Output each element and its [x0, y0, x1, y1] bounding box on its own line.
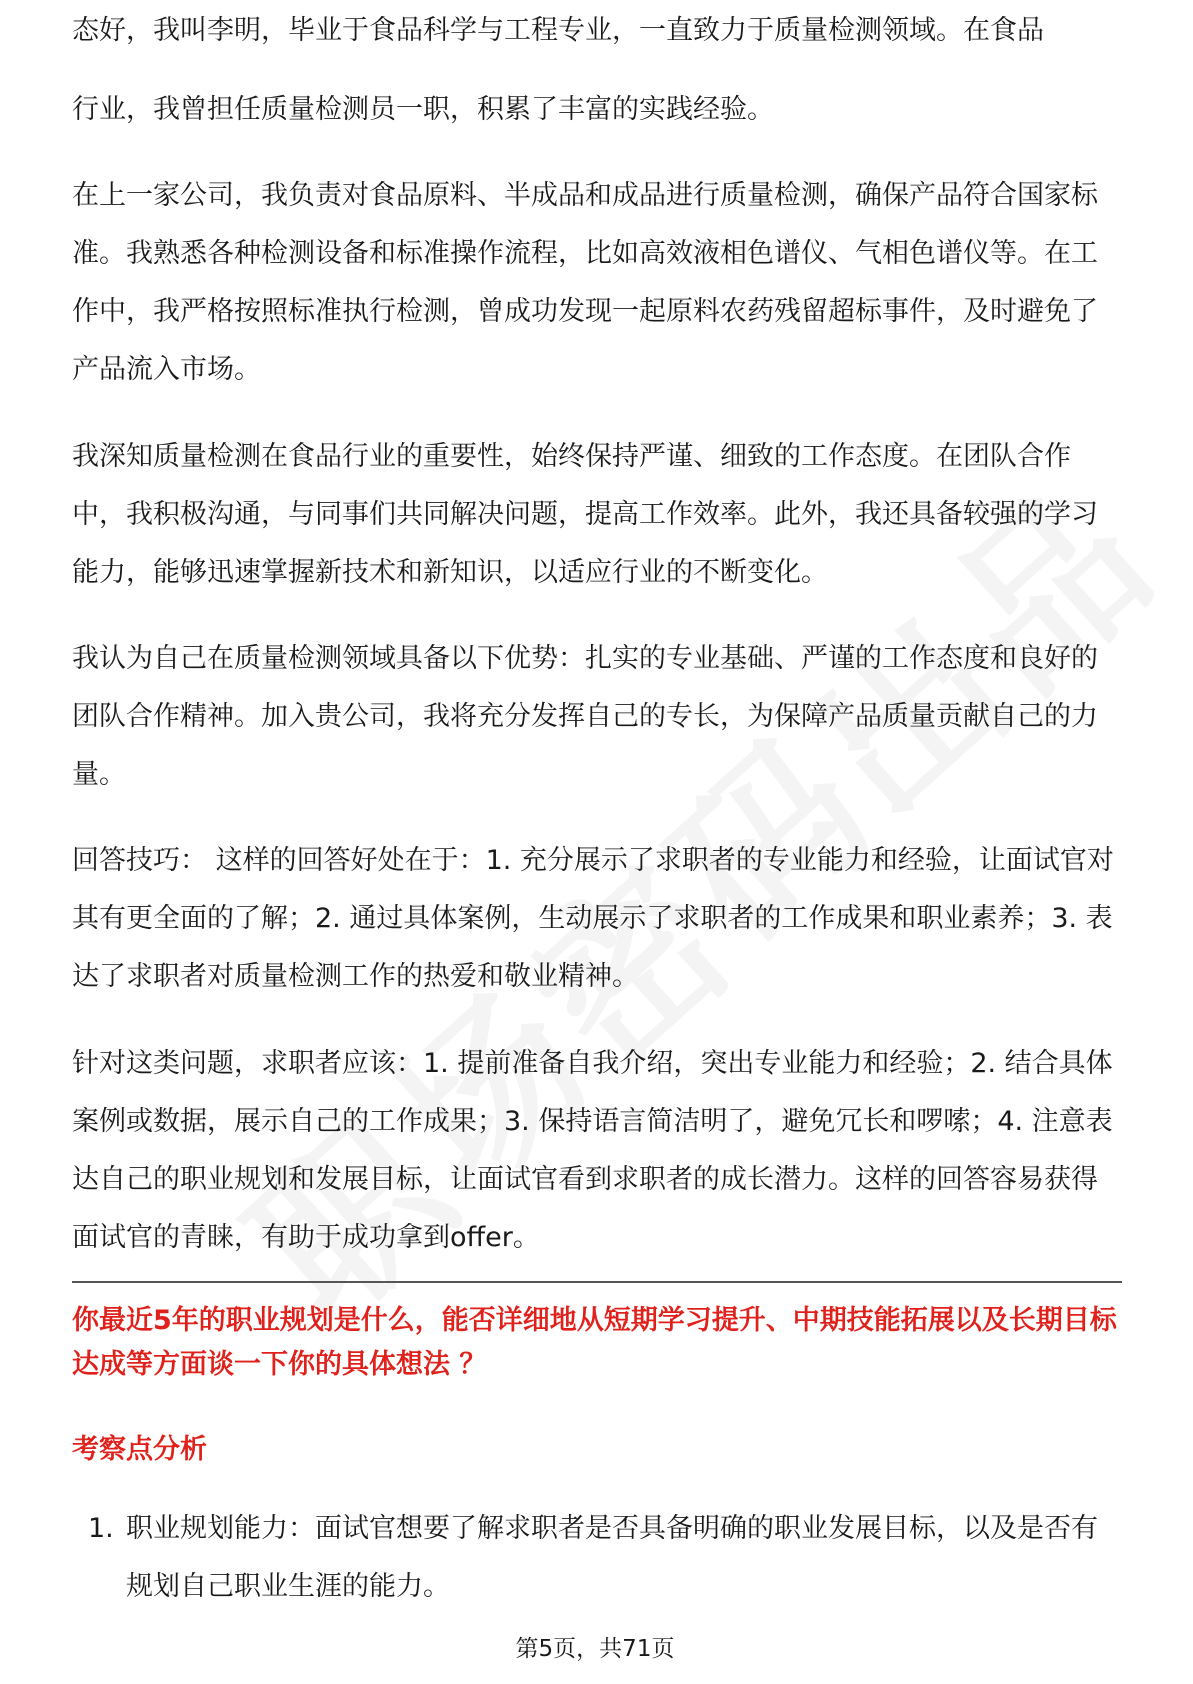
- paragraph: 我深知质量检测在食品行业的重要性，始终保持严谨、细致的工作态度。在团队合作中，我积极沟通，与同事们共同解决问题，提高工作效率。此外，我还具备较强的学习能力，能够迅速掌握新技术和新知识，以适应行业的不断变化。: [72, 441, 1098, 588]
- analysis-heading: 考察点分析: [72, 1434, 207, 1465]
- answer-tips-paragraph: 回答技巧： 这样的回答好处在于：1. 充分展示了求职者的专业能力和经验，让面试官对其有更全面的了解；2. 通过具体案例，生动展示了求职者的工作成果和职业素养；3. 表达了求职者对质量检测工作的热爱和敬业精神。: [72, 845, 1114, 992]
- advice-paragraph: 针对这类问题，求职者应该：1. 提前准备自我介绍，突出专业能力和经验；2. 结合具体案例或数据，展示自己的工作成果；3. 保持语言简洁明了，避免冗长和啰嗦；4. 注意表达自己的职业规划和发展目标，让面试官看到求职者的成长潜力。这样的回答容易获得面试官的青睐，有助于成功拿到offer。: [72, 1048, 1113, 1253]
- page-footer: 第5页，共71页: [515, 1636, 675, 1662]
- document-page: [72, 0, 1122, 1684]
- list-item-number: 1.: [88, 1513, 114, 1544]
- interview-question: 你最近5年的职业规划是什么，能否详细地从短期学习提升、中期技能拓展以及长期目标达成等方面谈一下你的具体想法 ？: [72, 1305, 1117, 1380]
- paragraph: 行业，我曾担任质量检测员一职，积累了丰富的实践经验。: [72, 94, 774, 125]
- paragraph: 我认为自己在质量检测领域具备以下优势：扎实的专业基础、严谨的工作态度和良好的团队合作精神。加入贵公司，我将充分发挥自己的专长，为保障产品质量贡献自己的力量。: [72, 643, 1098, 790]
- paragraph: 在上一家公司，我负责对食品原料、半成品和成品进行质量检测，确保产品符合国家标准。我熟悉各种检测设备和标准操作流程，比如高效液相色谱仪、气相色谱仪等。在工作中，我严格按照标准执行检测，曾成功发现一起原料农药残留超标事件，及时避免了产品流入市场。: [72, 180, 1098, 385]
- cut-off-top-line: [72, 15, 1122, 60]
- cut-off-text: 态好，我叫李明，毕业于食品科学与工程专业，一直致力于质量检测领域。在食品: [72, 15, 1044, 46]
- section-divider: [72, 1281, 1122, 1283]
- list-item-text: 职业规划能力：面试官想要了解求职者是否具备明确的职业发展目标，以及是否有规划自己职业生涯的能力。: [126, 1513, 1098, 1602]
